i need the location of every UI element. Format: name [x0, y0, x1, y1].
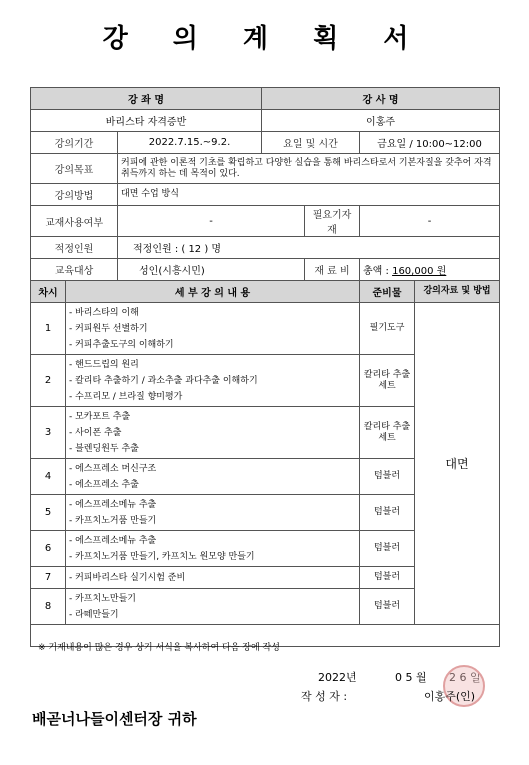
- course-name: 바리스타 자격증반: [31, 110, 262, 132]
- material-fee-value: 총액 : 160,000 원: [360, 259, 500, 281]
- day-time-value: 금요일 / 10:00~12:00: [360, 132, 500, 154]
- capacity-value: 적정인원 : ( 12 ) 명: [118, 237, 500, 259]
- method-label: 강의방법: [31, 184, 118, 206]
- session-number: 1: [31, 303, 66, 355]
- writer-label: 작 성 자 :: [301, 690, 348, 703]
- session-number: 2: [31, 355, 66, 407]
- session-content: [66, 531, 360, 567]
- session-prep: 텀블러: [360, 567, 415, 589]
- session-no-header: 차시: [31, 281, 66, 303]
- session-number: 5: [31, 495, 66, 531]
- writer-name: 이홍주(인): [424, 690, 476, 703]
- target-label: 교육대상: [31, 259, 118, 281]
- note-text: ※ 기재내용이 많은 경우 상기 서식을 복사하여 다음 장에 작성: [38, 643, 280, 653]
- textbook-label: 교재사용여부: [31, 206, 118, 237]
- instructor-name: 이홍주: [262, 110, 500, 132]
- session-number: 7: [31, 567, 66, 589]
- session-content-line: - 칼리타 추출하기 / 과소추출 과다추출 이해하기: [69, 375, 258, 386]
- session-content-line: - 모카포트 추출: [69, 411, 131, 422]
- session-content: [66, 303, 360, 355]
- instructor-header: 강 사 명: [262, 88, 500, 110]
- capacity-label: 적정인원: [31, 237, 118, 259]
- target-value: 성인(시흥시민): [118, 259, 305, 281]
- date-day: 2 6 일: [449, 671, 481, 684]
- session-number: 3: [31, 407, 66, 459]
- session-content-line: - 커피추출도구의 이해하기: [69, 339, 174, 350]
- session-content-line: - 에소프레소 추출: [69, 479, 139, 490]
- goal-value: 커피에 관한 이론적 기초를 확립하고 다양한 실습을 통해 바리스타로서 기본자질을 갖추어 자격취득까지 하는 데 목적이 있다.: [118, 154, 500, 184]
- session-content-line: - 핸드드립의 원리: [69, 359, 139, 370]
- session-content: [66, 589, 360, 625]
- session-row: [31, 303, 500, 355]
- session-prep: 텀블러: [360, 495, 415, 531]
- session-prep: 텀블러: [360, 531, 415, 567]
- session-content: [66, 355, 360, 407]
- session-content: [66, 567, 360, 589]
- addressee: 배곧너나들이센터장 귀하: [32, 710, 197, 728]
- session-method-header: 강의자료 및 방법: [415, 281, 500, 303]
- session-content-line: - 에스프레소메뉴 추출: [69, 499, 157, 510]
- session-content-line: - 라떼만들기: [69, 609, 119, 620]
- session-content-line: - 에스프레소 머신구조: [69, 463, 157, 474]
- session-number: 4: [31, 459, 66, 495]
- session-content-line: - 카프치노거품 만들기, 카프치노 원모양 만들기: [69, 551, 255, 562]
- day-time-label: 요일 및 시간: [262, 132, 360, 154]
- period-value: 2022.7.15.~9.2.: [118, 132, 262, 154]
- session-prep: 칼리타 추출 세트: [360, 355, 415, 407]
- session-content-line: - 카프치노만들기: [69, 593, 136, 604]
- session-content-line: - 블렌딩원두 추출: [69, 443, 139, 454]
- session-number: 8: [31, 589, 66, 625]
- date-month: 0 5 월: [395, 671, 427, 684]
- session-prep-header: 준비물: [360, 281, 415, 303]
- date-year: 2022년: [318, 671, 357, 684]
- equipment-label: 필요기자재: [305, 206, 360, 237]
- session-rows: [31, 303, 500, 625]
- course-name-header: 강 좌 명: [31, 88, 262, 110]
- session-content-header: 세 부 강 의 내 용: [66, 281, 360, 303]
- method-value: 대면 수업 방식: [118, 184, 500, 206]
- session-content: [66, 407, 360, 459]
- document-title: 강 의 계 획 서: [102, 24, 427, 54]
- session-content-line: - 카프치노거품 만들기: [69, 515, 157, 526]
- session-content: [66, 495, 360, 531]
- lecture-plan-table: [30, 87, 500, 647]
- session-content-line: - 사이폰 추출: [69, 427, 122, 438]
- period-label: 강의기간: [31, 132, 118, 154]
- session-content-line: - 커피바리스타 실기시험 준비: [69, 572, 186, 583]
- session-content-line: - 에스프레소메뉴 추출: [69, 535, 157, 546]
- session-number: 6: [31, 531, 66, 567]
- teaching-method: 대면: [415, 303, 500, 625]
- session-prep: 칼리타 추출 세트: [360, 407, 415, 459]
- session-content-line: - 커피원두 선별하기: [69, 323, 148, 334]
- session-content-line: - 수프리모 / 브라질 향미평가: [69, 391, 183, 402]
- material-fee-amount: 160,000 원: [392, 266, 447, 277]
- goal-label: 강의목표: [31, 154, 118, 184]
- equipment-value: -: [360, 206, 500, 237]
- session-prep: 필기도구: [360, 303, 415, 355]
- material-fee-label: 재 료 비: [305, 259, 360, 281]
- textbook-value: -: [118, 206, 305, 237]
- session-prep: 텀블러: [360, 589, 415, 625]
- session-content-line: - 바리스타의 이해: [69, 307, 139, 318]
- session-content: [66, 459, 360, 495]
- session-prep: 텀블러: [360, 459, 415, 495]
